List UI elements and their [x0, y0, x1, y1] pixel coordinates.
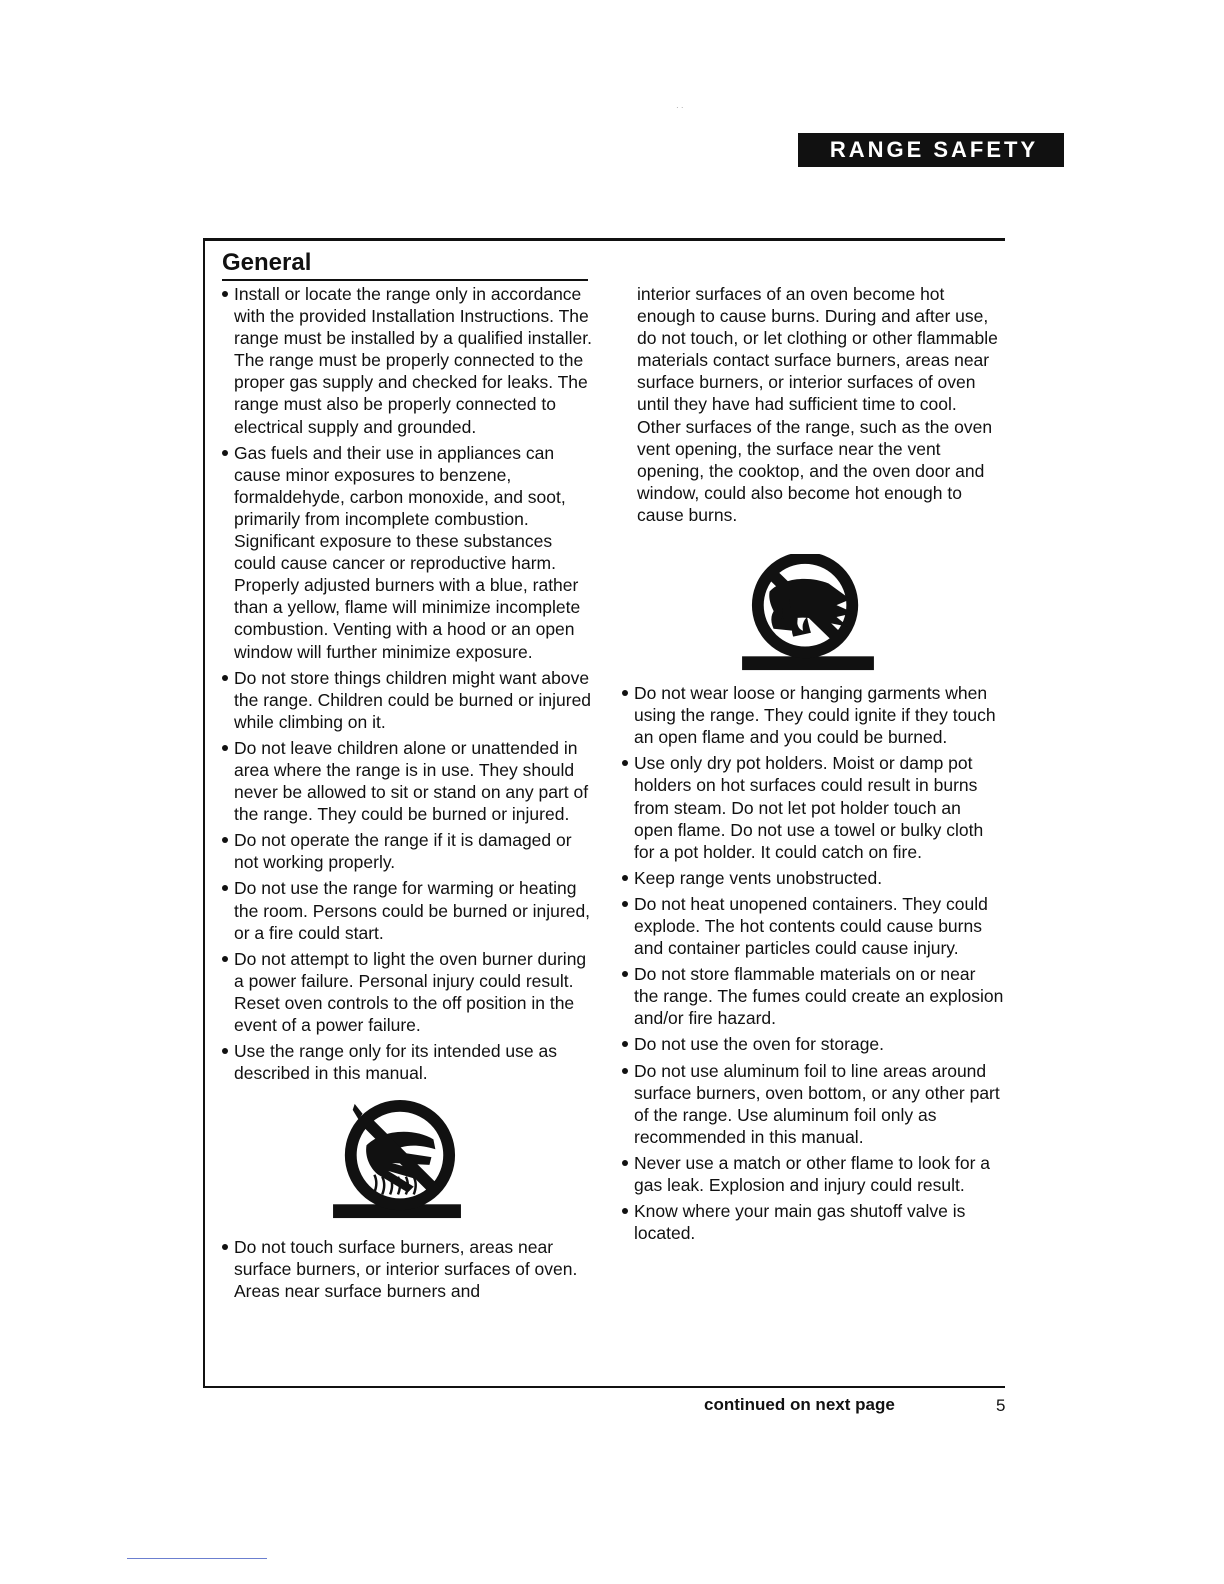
- bullet-item: [222, 1040, 592, 1084]
- no-touch-hot-surface-icon: [222, 1088, 592, 1236]
- page-number: 5: [996, 1396, 1006, 1415]
- bullet-text: Do not store flammable materials on or near the range. The fumes could create an explosion and/or fire hazard.: [634, 964, 1004, 1029]
- bullet-item: [622, 1033, 1004, 1055]
- bullet-item: [622, 867, 1004, 889]
- bullet-dot-icon: [222, 745, 228, 751]
- bullet-item: [222, 442, 592, 663]
- bullet-item: [622, 752, 1004, 862]
- bullet-text: Do not use the range for warming or heating the room. Persons could be burned or injured, or a fire could start.: [234, 878, 591, 943]
- right-column: [622, 283, 1004, 1248]
- bullet-text: Know where your main gas shutoff valve is located.: [634, 1201, 966, 1244]
- bullet-text: Do not use aluminum foil to line areas around surface burners, oven bottom, or any other part of the range. Use aluminum foil only as recommended in this manual.: [634, 1060, 1000, 1147]
- bullet-dot-icon: [222, 450, 228, 456]
- bullet-text: Do not store things children might want above the range. Children could be burned or injured while climbing on it.: [234, 667, 592, 732]
- bullet-dot-icon: [622, 1208, 628, 1214]
- bullet-item: [622, 1152, 1004, 1196]
- bullet-dot-icon: [222, 291, 228, 297]
- bullet-item: [622, 893, 1004, 959]
- bullet-item: [622, 963, 1004, 1029]
- bullet-text: Gas fuels and their use in appliances can cause minor exposures to benzene, formaldehyde, carbon monoxide, and soot, primarily from incomplete combustion. Significant exposure to these substances could cause cancer or reproductive harm. Properly adjusted burners with a blue, rather than a yellow, flame will minimize incomplete combustion. Venting with a hood or an open window will further minimize exposure.: [234, 442, 581, 662]
- bullet-item: [222, 948, 592, 1036]
- scan-speck: · ·: [676, 103, 684, 112]
- bullet-item: [222, 1236, 592, 1302]
- bullet-item: [622, 1060, 1004, 1148]
- bullet-item: [222, 667, 592, 733]
- bullet-dot-icon: [622, 1041, 628, 1047]
- bullet-text: Do not wear loose or hanging garments when using the range. They could ignite if they touch an open flame and you could be burned.: [634, 683, 996, 748]
- bullet-text: Use only dry pot holders. Moist or damp pot holders on hot surfaces could result in burns from steam. Do not let pot holder touch an open flame. Do not use a towel or bulky cloth for a pot holder. It could catch on fire.: [634, 753, 984, 862]
- bullet-dot-icon: [622, 875, 628, 881]
- bullet-dot-icon: [222, 1244, 228, 1250]
- section-header-banner: [798, 133, 1064, 167]
- no-loose-clothing-flame-icon: [622, 526, 1004, 682]
- bullet-text: Never use a match or other flame to look for a gas leak. Explosion and injury could result.: [634, 1152, 990, 1195]
- section-title: General: [222, 248, 588, 281]
- continued-note: continued on next page: [704, 1395, 895, 1414]
- bullet-text: Do not use the oven for storage.: [634, 1034, 885, 1055]
- bullet-dot-icon: [622, 760, 628, 766]
- bullet-dot-icon: [222, 675, 228, 681]
- bullet-item: [222, 829, 592, 873]
- bullet-item: [222, 283, 592, 438]
- bottom-rule: [127, 1558, 267, 1559]
- bullet-dot-icon: [222, 1048, 228, 1054]
- bullet-item: [222, 737, 592, 825]
- continued-paragraph: interior surfaces of an oven become hot enough to cause burns. During and after use, do not touch, or let clothing or other flammable materials contact surface burners, areas near surface burners, or interior surfaces of oven until they have had sufficient time to cool. Other surfaces of the range, such as the oven vent opening, the surface near the vent opening, the cooktop, and the oven door and window, could also become hot enough to cause burns.: [637, 284, 998, 525]
- header-title: RANGE SAFETY: [829, 137, 1039, 162]
- bullet-dot-icon: [222, 885, 228, 891]
- bullet-dot-icon: [622, 1068, 628, 1074]
- bullet-dot-icon: [622, 971, 628, 977]
- bullet-text: Install or locate the range only in accordance with the provided Installation Instructions. The range must be installed by a qualified installer. The range must be properly connected to the proper gas supply and checked for leaks. The range must also be properly connected to electrical supply and grounded.: [234, 284, 592, 437]
- bullet-text: Do not leave children alone or unattended in area where the range is in use. They should never be allowed to sit or stand on any part of the range. They could be burned or injured.: [234, 737, 589, 825]
- bullet-text: Use the range only for its intended use as described in this manual.: [234, 1041, 557, 1084]
- bullet-text: Keep range vents unobstructed.: [634, 867, 883, 888]
- bullet-item: [622, 1200, 1004, 1244]
- bullet-dot-icon: [622, 1160, 628, 1166]
- bullet-text: Do not heat unopened containers. They could explode. The hot contents could cause burns and container particles could cause injury.: [634, 893, 988, 959]
- bullet-dot-icon: [222, 837, 228, 843]
- bullet-dot-icon: [222, 956, 228, 962]
- bullet-dot-icon: [622, 901, 628, 907]
- left-column: [222, 283, 592, 1307]
- bullet-text: Do not attempt to light the oven burner during a power failure. Personal injury could result. Reset oven controls to the off position in the event of a power failure.: [234, 948, 587, 1035]
- bullet-dot-icon: [622, 690, 628, 696]
- bullet-item: [222, 877, 592, 943]
- bullet-item: [622, 682, 1004, 748]
- bullet-text: Do not operate the range if it is damaged or not working properly.: [234, 830, 572, 873]
- bullet-text: Do not touch surface burners, areas near surface burners, or interior surfaces of oven. Areas near surface burners and: [234, 1237, 578, 1302]
